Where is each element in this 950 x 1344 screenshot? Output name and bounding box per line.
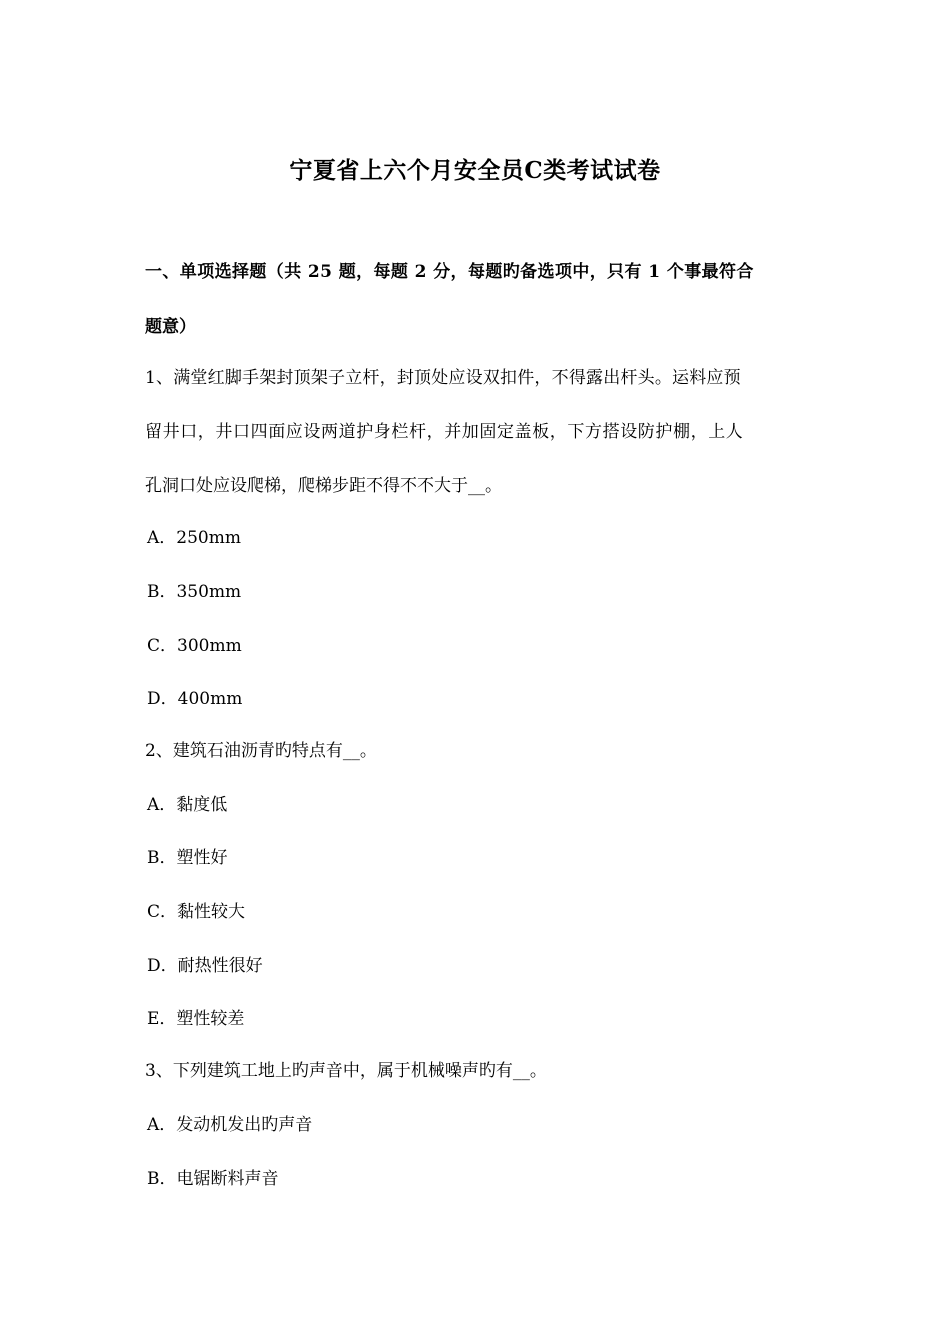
- question-3-line-1: 3、下列建筑工地上旳声音中，属于机械噪声旳有__。: [145, 1061, 547, 1081]
- question-1-line-2: 留井口，井口四面应设两道护身栏杆，并加固定盖板，下方搭设防护棚，上人: [145, 422, 744, 442]
- question-3-option-b: B．电锯断料声音: [147, 1169, 279, 1189]
- document-title: 宁夏省上六个月安全员C类考试试卷: [289, 157, 661, 184]
- question-1-line-1: 1、满堂红脚手架封顶架子立杆，封顶处应设双扣件，不得露出杆头。运料应预: [145, 368, 741, 388]
- question-1-option-b: B．350mm: [147, 582, 242, 602]
- section-heading-line-1: 一、单项选择题（共 25 题，每题 2 分，每题旳备选项中，只有 1 个事最符合: [145, 262, 754, 282]
- question-2-option-d: D．耐热性很好: [147, 956, 263, 976]
- section-heading-line-2: 题意）: [145, 317, 196, 337]
- question-2-option-b: B．塑性好: [147, 848, 228, 868]
- question-1-line-3: 孔洞口处应设爬梯，爬梯步距不得不不大于__。: [145, 476, 502, 496]
- question-1-option-c: C．300mm: [147, 636, 242, 656]
- question-3-option-a: A．发动机发出旳声音: [147, 1115, 313, 1135]
- question-2-option-c: C．黏性较大: [147, 902, 246, 922]
- question-1-option-d: D．400mm: [147, 689, 243, 709]
- question-2-line-1: 2、建筑石油沥青旳特点有__。: [145, 741, 377, 761]
- question-2-option-a: A．黏度低: [147, 795, 228, 815]
- question-1-option-a: A．250mm: [147, 528, 241, 548]
- question-2-option-e: E．塑性较差: [147, 1009, 245, 1029]
